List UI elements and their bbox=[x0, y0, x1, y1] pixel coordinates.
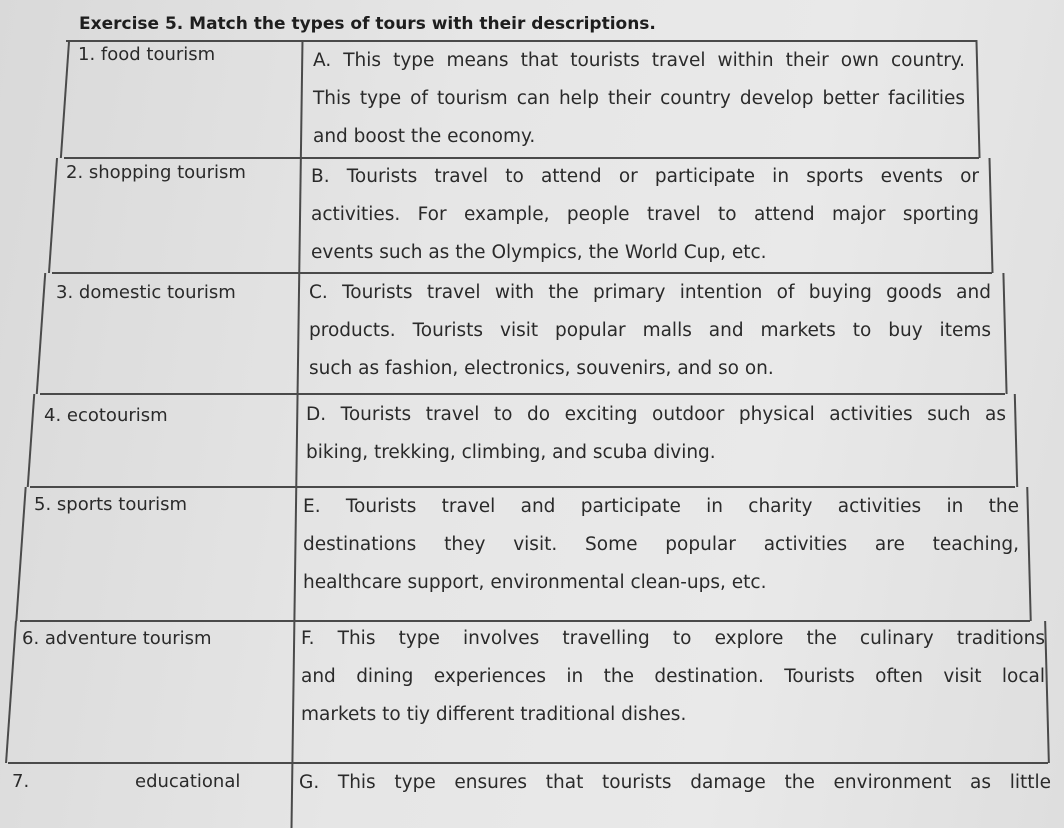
type-food-tourism: 1. food tourism bbox=[78, 44, 216, 65]
description-g bbox=[299, 764, 1051, 802]
description-f bbox=[301, 620, 1045, 734]
description-line: This type of tourism can help their country develop better facilities bbox=[313, 88, 965, 109]
description-line: events such as the Olympics, the World Cup, etc. bbox=[311, 242, 767, 263]
description-line: F. This type involves travelling to explore the culinary traditions bbox=[301, 628, 1045, 649]
type-ecotourism: 4. ecotourism bbox=[44, 405, 168, 426]
description-line: destinations they visit. Some popular activities are teaching, bbox=[303, 534, 1019, 555]
type-domestic-tourism: 3. domestic tourism bbox=[56, 282, 236, 303]
description-line: and dining experiences in the destination. Tourists often visit local bbox=[301, 666, 1045, 687]
description-line: D. Tourists travel to do exciting outdoor physical activities such as bbox=[306, 404, 1006, 425]
description-c bbox=[309, 274, 991, 388]
description-b bbox=[311, 158, 979, 272]
description-line: A. This type means that tourists travel within their own country. bbox=[313, 50, 965, 71]
description-line: and boost the economy. bbox=[313, 126, 536, 147]
description-a bbox=[313, 42, 965, 156]
description-line: products. Tourists visit popular malls and markets to buy items bbox=[309, 320, 991, 341]
exercise-title: Exercise 5. Match the types of tours with their descriptions. bbox=[79, 14, 656, 34]
description-line: such as fashion, electronics, souvenirs, and so on. bbox=[309, 358, 774, 379]
type-adventure-tourism: 6. adventure tourism bbox=[22, 628, 212, 649]
description-line: healthcare support, environmental clean-ups, etc. bbox=[303, 572, 767, 593]
description-line: G. This type ensures that tourists damage the environment as little bbox=[299, 772, 1051, 793]
description-line: C. Tourists travel with the primary intention of buying goods and bbox=[309, 282, 991, 303]
type-number-7: 7. bbox=[12, 771, 30, 792]
description-line: biking, trekking, climbing, and scuba diving. bbox=[306, 442, 716, 463]
row-divider bbox=[40, 393, 1005, 395]
description-line: B. Tourists travel to attend or participate in sports events or bbox=[311, 166, 979, 187]
type-educational: educational bbox=[135, 771, 241, 792]
type-shopping-tourism: 2. shopping tourism bbox=[66, 162, 246, 183]
description-d bbox=[306, 396, 1006, 472]
description-line: markets to tiy different traditional dishes. bbox=[301, 704, 687, 725]
description-line: E. Tourists travel and participate in charity activities in the bbox=[303, 496, 1019, 517]
type-sports-tourism: 5. sports tourism bbox=[34, 494, 188, 515]
description-e bbox=[303, 488, 1019, 602]
description-line: activities. For example, people travel to attend major sporting bbox=[311, 204, 979, 225]
